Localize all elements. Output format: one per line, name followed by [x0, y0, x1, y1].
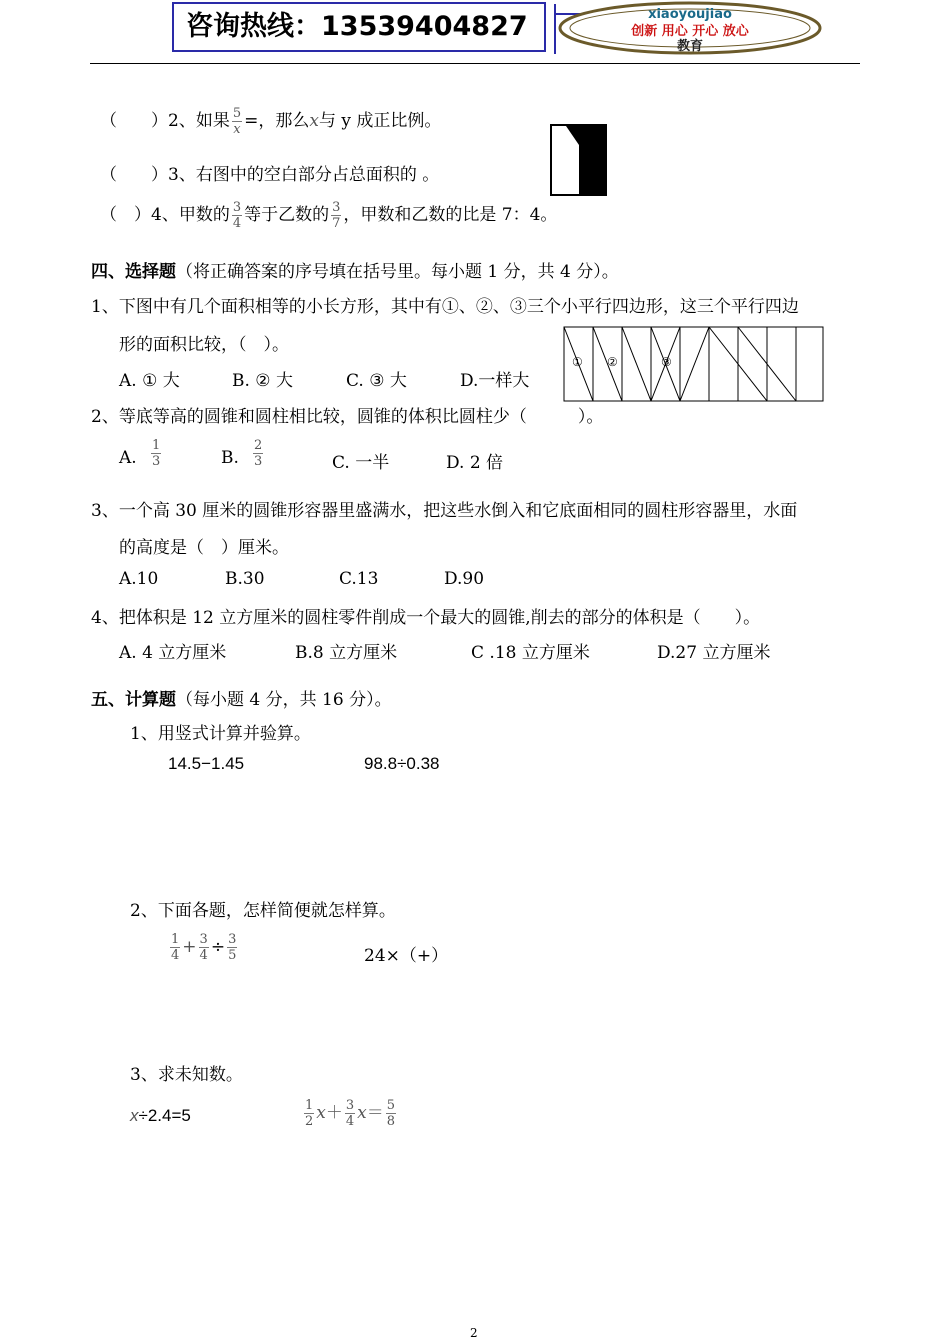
- fraction: $\frac{5}{x}$: [232, 106, 242, 137]
- judge-q3: （ ）3、右图中的空白部分占总面积的 。: [100, 165, 440, 185]
- section5-heading: 五、计算题（每小题 4 分，共 16 分）。: [91, 690, 392, 710]
- judge-q4: （ ）4、甲数的 $\frac{3}{4}$ 等于乙数的 $\frac{3}{7}$ ，甲数和乙数的比是 7：4。: [100, 200, 558, 231]
- s4-q3-line2: 的高度是（ ）厘米。: [119, 538, 289, 558]
- logo: [556, 0, 824, 56]
- option-d: D.一样大: [460, 371, 530, 391]
- fraction: $\frac{3}{4}$: [232, 200, 242, 231]
- s4-q3-line1: 3、一个高 30 厘米的圆锥形容器里盛满水，把这些水倒入和它底面相同的圆柱形容器里，水面: [91, 501, 798, 521]
- s4-q4-text: 4、把体积是 12 立方厘米的圆柱零件削成一个最大的圆锥,削去的部分的体积是（ ）。: [91, 608, 761, 628]
- s5-p1-expr2: 98.8÷0.38: [364, 754, 440, 773]
- s5-p3-eq2: $\frac{1}{2}$ x＋ $\frac{3}{4}$ x＝ $\frac{5}{8}$: [305, 1098, 396, 1129]
- logo-slogan: 创新 用心 开心 放心: [631, 24, 749, 39]
- s5-p2-title: 2、下面各题，怎样简便就怎样算。: [130, 901, 396, 921]
- s5-p1-expr1: 14.5−1.45: [168, 754, 245, 773]
- s4-q2-text: 2、等底等高的圆锥和圆柱相比较，圆锥的体积比圆柱少（ ）。: [91, 407, 604, 427]
- judge-q2: （ ）2、如果 $\frac{5}{x}$ =，那么x与 y 成正比例。: [100, 106, 442, 137]
- shaded-rectangle-figure: [549, 123, 609, 198]
- fraction: $\frac{2}{3}$: [254, 438, 263, 469]
- section4-heading: 四、选择题（将正确答案的序号填在括号里。每小题 1 分，共 4 分）。: [91, 262, 619, 282]
- s5-p1-title: 1、用竖式计算并验算。: [130, 724, 311, 744]
- mark-3: ③: [661, 355, 672, 369]
- s4-q1-line2: 形的面积比较，（ ）。: [119, 335, 289, 355]
- s5-p3-title: 3、求未知数。: [130, 1065, 243, 1085]
- option-c: C. ③ 大: [346, 371, 407, 391]
- s5-p3-eq1: x÷2.4=5: [130, 1106, 191, 1125]
- mark-1: ①: [572, 355, 583, 369]
- page-number: 2: [470, 1326, 478, 1340]
- s4-q1-line1: 1、下图中有几个面积相等的小长方形，其中有①、②、③三个小平行四边形，这三个平行四边: [91, 297, 799, 317]
- hotline-box: 咨询热线：13539404827: [172, 2, 546, 52]
- s5-p2-expr1: $\frac{1}{4}$ + $\frac{3}{4}$ ÷ $\frac{3}{5}$: [171, 932, 237, 963]
- mark-2: ②: [607, 355, 618, 369]
- header-rule: [90, 63, 860, 64]
- option-b: B. ② 大: [232, 371, 293, 391]
- s4-q2-options: A. $\frac{1}{3}$ B. $\frac{2}{3}$ C. 一半 D. 2 倍: [119, 438, 504, 473]
- s5-p2-expr2: 24×（+）: [364, 946, 449, 966]
- logo-top-text: xiaoyoujiao: [648, 7, 732, 22]
- logo-bottom-text: 教育: [676, 39, 704, 54]
- fraction: $\frac{1}{3}$: [152, 438, 161, 469]
- parallelogram-grid-figure: [563, 326, 825, 404]
- option-a: A. ① 大: [119, 371, 180, 391]
- fraction: $\frac{3}{7}$: [332, 200, 341, 231]
